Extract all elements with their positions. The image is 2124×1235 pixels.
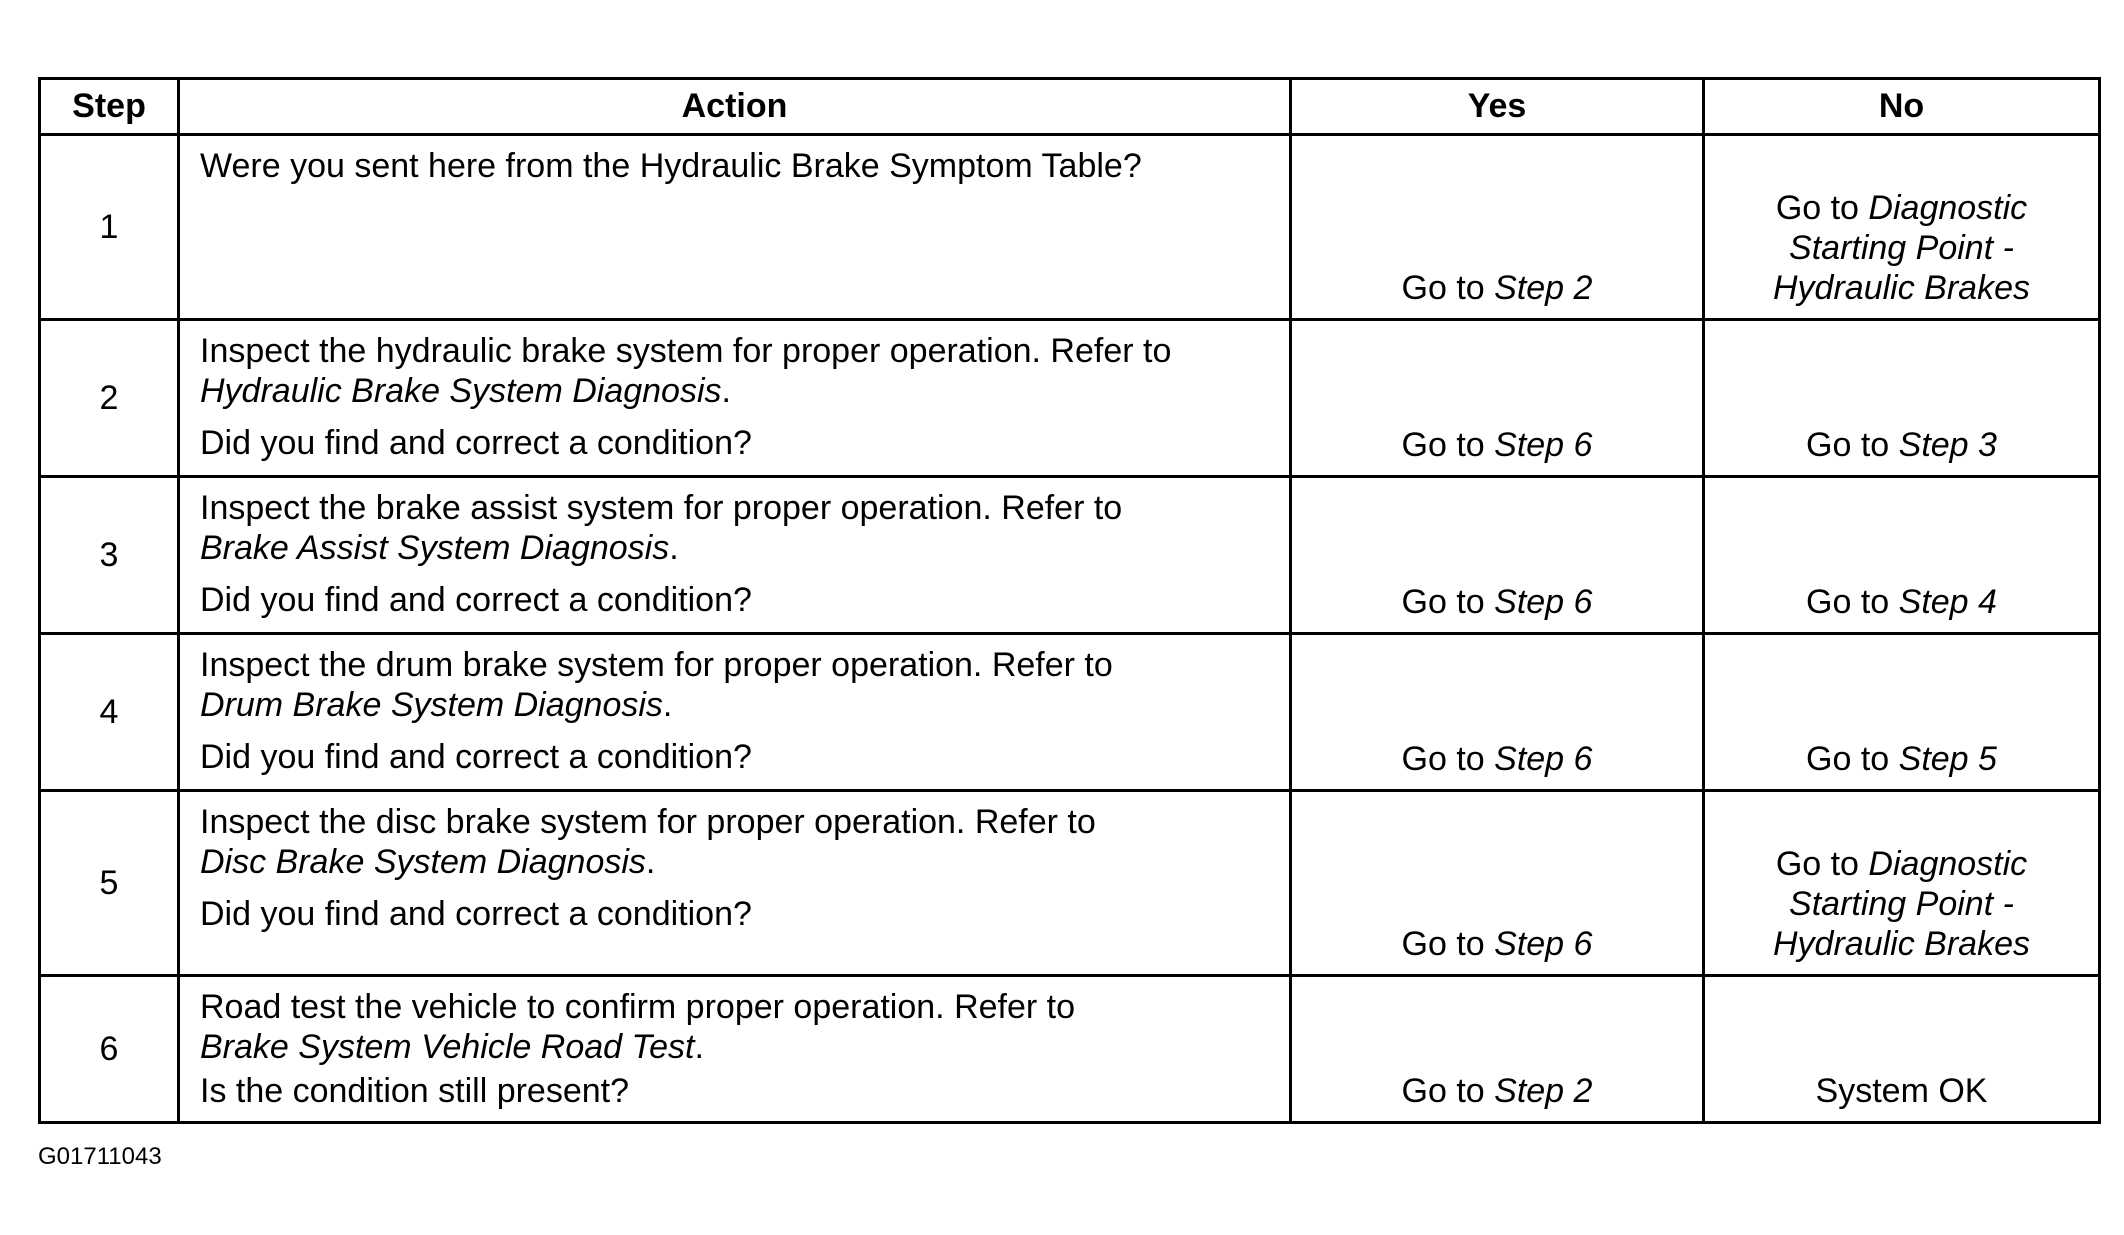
header-no: No	[1704, 79, 2100, 135]
action-cell: Inspect the hydraulic brake system for proper operation. Refer to Hydraulic Brake System Diagnosis. Did you find and correct a condition?	[179, 320, 1291, 477]
step-number: 5	[40, 791, 179, 976]
action-question: Is the condition still present?	[200, 1072, 630, 1110]
yes-step-link[interactable]: Step 6	[1494, 583, 1593, 621]
table-row	[40, 135, 2100, 320]
yes-prefix: Go to	[1401, 925, 1495, 963]
yes-cell	[1291, 477, 1704, 634]
no-cell	[1704, 320, 2100, 477]
action-reference-link[interactable]: Drum Brake System Diagnosis	[200, 686, 663, 724]
header-yes: Yes	[1291, 79, 1704, 135]
no-cell	[1704, 477, 2100, 634]
table-row	[40, 320, 2100, 477]
no-prefix: Go to	[1775, 845, 1869, 883]
action-question: Did you find and correct a condition?	[200, 424, 752, 462]
diagnostic-table	[38, 77, 2101, 1124]
table-row	[40, 634, 2100, 791]
action-reference-link[interactable]: Brake System Vehicle Road Test	[200, 1028, 695, 1066]
yes-cell	[1291, 135, 1704, 320]
no-prefix: Go to	[1806, 583, 1899, 621]
step-number: 6	[40, 976, 179, 1123]
no-prefix: Go to	[1806, 740, 1899, 778]
step-number: 2	[40, 320, 179, 477]
yes-prefix: Go to	[1401, 740, 1495, 778]
action-cell: Inspect the drum brake system for proper operation. Refer to Drum Brake System Diagnosis. Did you find and correct a condition?	[179, 634, 1291, 791]
no-cell	[1704, 135, 2100, 320]
yes-cell	[1291, 634, 1704, 791]
action-text: Road test the vehicle to confirm proper operation. Refer to	[200, 988, 1076, 1026]
action-text: Inspect the brake assist system for proper operation. Refer to	[200, 489, 1123, 527]
action-question: Did you find and correct a condition?	[200, 895, 752, 933]
action-cell: Inspect the disc brake system for proper operation. Refer to Disc Brake System Diagnosis. Did you find and correct a condition?	[179, 791, 1291, 976]
step-number: 4	[40, 634, 179, 791]
no-cell	[1704, 976, 2100, 1123]
no-prefix: Go to	[1775, 189, 1869, 227]
yes-cell	[1291, 320, 1704, 477]
table-row	[40, 976, 2100, 1123]
no-step-link[interactable]: Step 4	[1898, 583, 1997, 621]
action-cell	[179, 135, 1291, 320]
action-text: Were you sent here from the Hydraulic Brake Symptom Table?	[200, 147, 1142, 185]
no-cell	[1704, 791, 2100, 976]
action-text: Inspect the hydraulic brake system for proper operation. Refer to	[200, 332, 1172, 370]
yes-prefix: Go to	[1401, 426, 1495, 464]
no-step-link[interactable]: Diagnostic Starting Point - Hydraulic Brakes	[1773, 845, 2030, 963]
table-header-row	[40, 79, 2100, 135]
action-text: Inspect the drum brake system for proper operation. Refer to	[200, 646, 1113, 684]
no-step-link[interactable]: Step 3	[1898, 426, 1997, 464]
step-number: 1	[40, 135, 179, 320]
action-cell: Road test the vehicle to confirm proper operation. Refer to Brake System Vehicle Road Test. Is the condition still present?	[179, 976, 1291, 1123]
no-step-link[interactable]: Diagnostic Starting Point - Hydraulic Brakes	[1773, 189, 2030, 307]
no-prefix: Go to	[1806, 426, 1899, 464]
step-number: 3	[40, 477, 179, 634]
yes-prefix: Go to	[1401, 583, 1495, 621]
yes-step-link[interactable]: Step 6	[1494, 925, 1593, 963]
action-reference-link[interactable]: Brake Assist System Diagnosis	[200, 529, 670, 567]
yes-prefix: Go to	[1401, 1072, 1495, 1110]
yes-step-link[interactable]: Step 6	[1494, 740, 1593, 778]
action-question: Did you find and correct a condition?	[200, 581, 752, 619]
header-step: Step	[40, 79, 179, 135]
action-cell: Inspect the brake assist system for proper operation. Refer to Brake Assist System Diagnosis. Did you find and correct a condition?	[179, 477, 1291, 634]
no-cell	[1704, 634, 2100, 791]
table-row	[40, 477, 2100, 634]
yes-step-link[interactable]: Step 2	[1494, 269, 1593, 307]
yes-prefix: Go to	[1401, 269, 1495, 307]
action-question: Did you find and correct a condition?	[200, 738, 752, 776]
no-result-text: System OK	[1815, 1072, 1988, 1110]
action-text: Inspect the disc brake system for proper operation. Refer to	[200, 803, 1096, 841]
action-reference-link[interactable]: Disc Brake System Diagnosis	[200, 843, 646, 881]
yes-step-link[interactable]: Step 2	[1494, 1072, 1593, 1110]
action-reference-link[interactable]: Hydraulic Brake System Diagnosis	[200, 372, 722, 410]
yes-cell	[1291, 976, 1704, 1123]
table-row	[40, 791, 2100, 976]
header-action: Action	[179, 79, 1291, 135]
yes-step-link[interactable]: Step 6	[1494, 426, 1593, 464]
no-step-link[interactable]: Step 5	[1898, 740, 1997, 778]
yes-cell	[1291, 791, 1704, 976]
figure-id: G01711043	[38, 1143, 162, 1170]
